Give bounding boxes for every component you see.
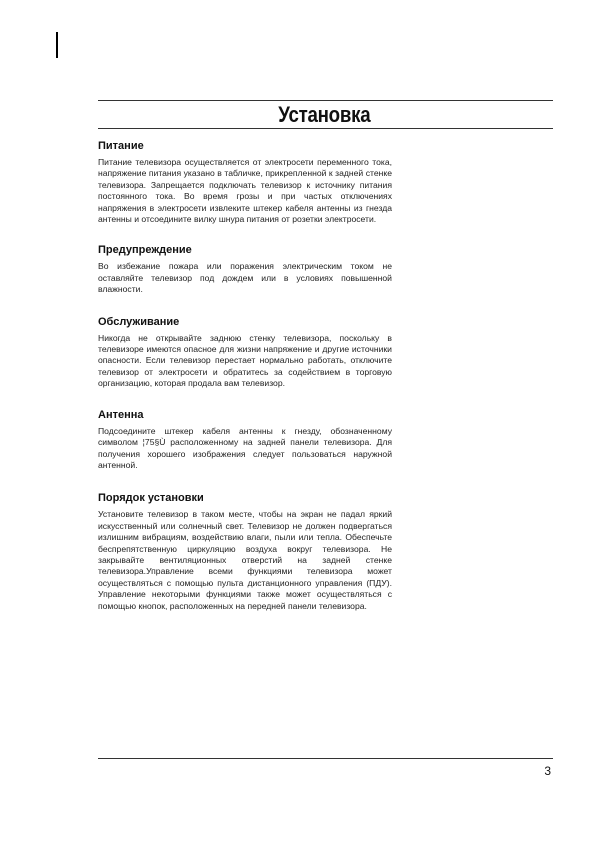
title-rule-bottom xyxy=(98,128,553,129)
section-body: Во избежание пожара или поражения электрическим током не оставляйте телевизор под дождем или в условиях повышенной влажности. xyxy=(98,261,392,295)
section-heading: Обслуживание xyxy=(98,315,180,328)
section-body: Подсоедините штекер кабеля антенны к гнезду, обозначенному символом ¦75§Ù расположенному на задней панели телевизора. Для получения хорошего изображения следует пользоваться наружной антенной. xyxy=(98,425,392,470)
section-maintenance xyxy=(98,316,392,390)
footer-rule xyxy=(98,758,553,759)
crop-mark xyxy=(56,32,58,58)
section-power xyxy=(98,140,392,225)
section-body: Установите телевизор в таком месте, чтобы на экран не падал яркий искусственный или солнечный свет. Телевизор не должен подвергаться излишним вибрациям, воздействию влаги, пыли или тепла. Обеспечьте беспрепятственную циркуляцию воздуха вокруг телевизора. Не закрывайте вентиляционных отверстий на задней стенке телевизора.Управление всеми функциями телевизора может осуществляться с помощью пульта дистанционного управления (ПДУ). Управление некоторыми функциями также может осуществляться с помощью кнопок, расположенных на передней панели телевизора. xyxy=(98,509,392,611)
section-body: Питание телевизора осуществляется от электросети переменного тока, напряжение питания указано в табличке, прикрепленной к задней стенке телевизора. Запрещается подключать телевизор к источнику питания постоянного тока. Во время грозы и при частых отключениях напряжения в электросети извлеките штекер кабеля антенны из гнезда антенны и отсоедините вилку шнура питания от розетки электросети. xyxy=(98,157,392,225)
section-installation xyxy=(98,492,392,612)
section-heading: Питание xyxy=(98,140,144,152)
section-warning xyxy=(98,244,392,295)
section-heading: Порядок установки xyxy=(98,492,204,505)
page-number: 3 xyxy=(544,764,551,778)
page-title: Установка xyxy=(277,102,370,127)
section-heading: Предупреждение xyxy=(98,244,192,257)
main-content xyxy=(98,140,392,630)
section-antenna xyxy=(98,409,392,472)
section-heading: Антенна xyxy=(98,408,144,421)
section-body: Никогда не открывайте заднюю стенку телевизора, поскольку в телевизоре имеются опасное для жизни напряжение и другие источники опасности. Если телевизор перестает нормально работать, отключите телевизор от электросети и обратитесь за содействием в торговую организацию, которая продала вам телевизор. xyxy=(98,332,392,389)
